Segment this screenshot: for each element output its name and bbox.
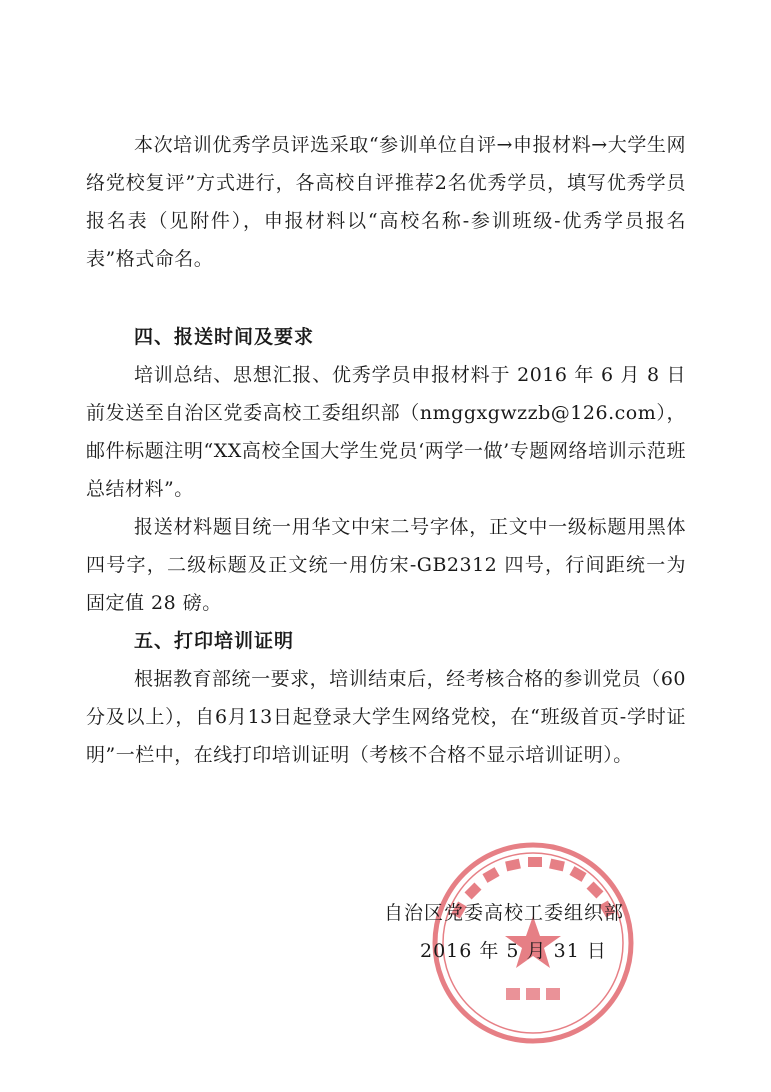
paragraph-format-requirements: 报送材料题目统一用华文中宋二号字体，正文中一级标题用黑体四号字，二级标题及正文统一用仿宋-GB2312 四号，行间距统一为固定值 28 磅。 [86,516,686,614]
paragraph-selection-method: 本次培训优秀学员评选采取“参训单位自评→申报材料→大学生网络党校复评”方式进行，各高校自评推荐2名优秀学员，填写优秀学员报名表（见附件），申报材料以“高校名称-参训班级-优秀学员报名表”格式命名。 [86,134,686,270]
heading-section-4: 四、报送时间及要求 [134,326,315,348]
signature-organization: 自治区党委高校工委组织部 [384,902,625,924]
paragraph-print-certificate: 根据教育部统一要求，培训结束后，经考核合格的参训党员（60分及以上），自6月13日起登录大学生网络党校，在“班级首页-学时证明”一栏中，在线打印培训证明（考核不合格不显示培训证明）。 [86,668,686,766]
signature-date: 2016 年 5 月 31 日 [420,940,607,962]
heading-section-5: 五、打印培训证明 [134,630,295,652]
paragraph-submission-deadline: 培训总结、思想汇报、优秀学员申报材料于 2016 年 6 月 8 日前发送至自治区党委高校工委组织部（nmggxgwzzb@126.com），邮件标题注明“XX高校全国大学生党员‘两学一做’专题网络培训示范班总结材料”。 [86,364,686,500]
